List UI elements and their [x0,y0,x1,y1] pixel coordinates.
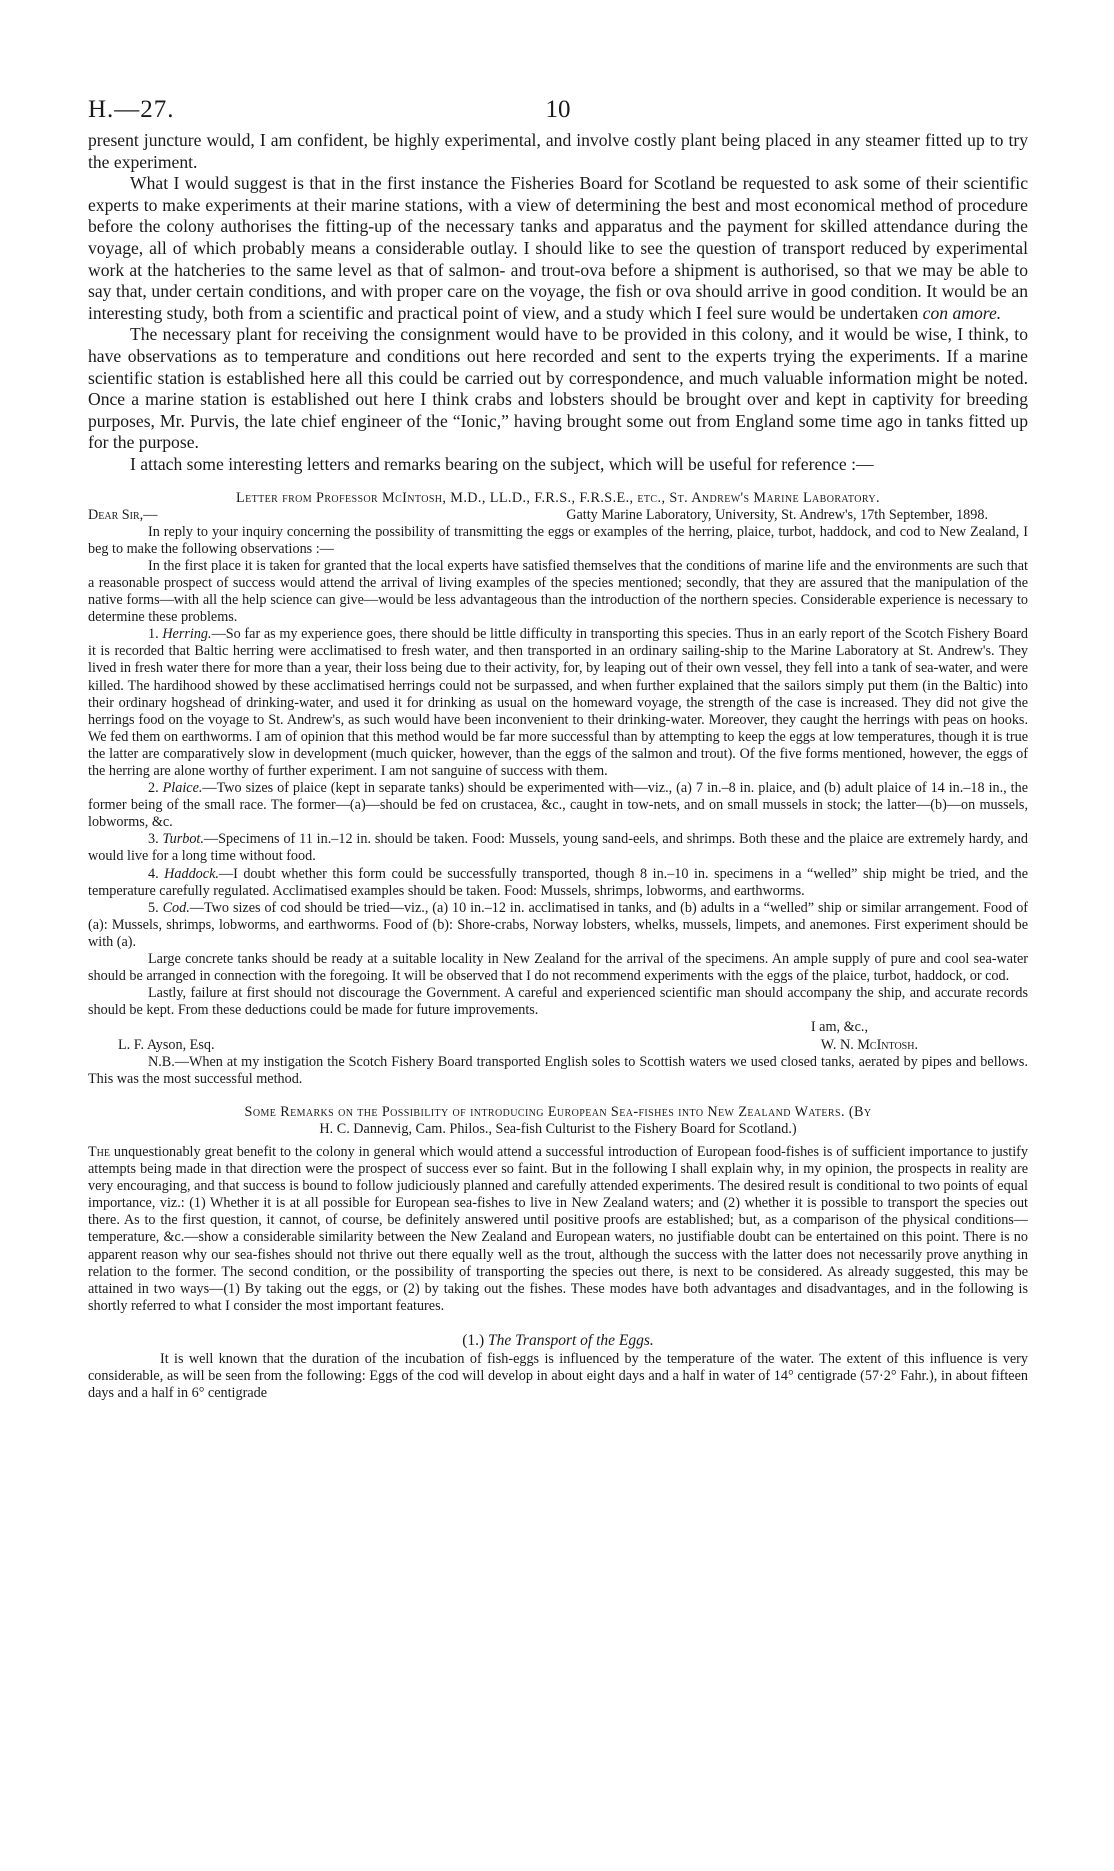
letter-signature: W. N. McIntosh. [820,1036,918,1053]
letter-closing: I am, &c., [810,1019,868,1036]
con-amore-italic: con amore. [922,302,1002,323]
letter-item-herring: 1. Herring.—So far as my experience goes, there should be little difficulty in transporting this species. Thus in an early report of the Scotch Fishery Board it is recorded that Baltic herring were acclimatised to fresh water, and then transported in an ordinary sailing-ship to the Marine Laboratory at St. Andrew's. They lived in fresh water there for more than a year, their loss being due to their activity, for, by leaping out of their own vessel, they fell into a tank of sea-water, and were killed. The hardihood showed by these acclimatised herrings could not be surpassed, and when further explained that the sailors simply put them (in the Baltic) into their ordinary hogshead of drinking-water, and used it for drinking as usual on the homeward voyage, the strength of the case is increased. They did not give the herrings food on the voyage to St. Andrew's, as such would have been inconvenient to their drinking-water. Moreover, they caught the herrings with peas on hooks. We fed them on earthworms. I am of opinion that this method would be far more successful than by attempting to keep the eggs at low temperatures, though it is true the latter are comparatively slow in development (much quicker, however, than the eggs of the salmon and trout). Of the five forms mentioned, however, the eggs of the herring are alone worthy of further experiment. I am not sanguine of success with them. [88,626,1028,779]
remarks-lead-word: The [88,1143,110,1160]
page-header [88,88,1028,130]
page-number: 10 [545,96,571,123]
intro-paragraph-4: I attach some interesting letters and remarks bearing on the subject, which will be useful for reference :— [130,453,874,474]
letter-item-turbot: 3. Turbot.—Specimens of 11 in.–12 in. should be taken. Food: Mussels, young sand-eels, and shrimps. Both these and the plaice are extremely hardy, and would live for a long time without food. [88,831,1028,865]
document-reference: H.—27. [88,96,175,123]
document-page [88,88,1028,1402]
letter-recipient: L. F. Ayson, Esq. [118,1036,215,1053]
letter-address-date: Gatty Marine Laboratory, University, St. Andrew's, 17th September, 1898. [566,506,988,523]
remarks-heading-line-2: H. C. Dannevig, Cam. Philos., Sea-fish Culturist to the Fishery Board for Scotland.) [319,1120,797,1137]
letter-opening: In reply to your inquiry concerning the possibility of transmitting the eggs or examples of the herring, plaice, turbot, haddock, and cod to New Zealand, I beg to make the following observations :— [88,523,1028,557]
letter-nb: N.B.—When at my instigation the Scotch Fishery Board transported English soles to Scottish waters we used closed tanks, aerated by pipes and bellows. This was the most successful method. [88,1053,1028,1087]
letter-signature-row [88,1037,1028,1054]
intro-paragraph-2: What I would suggest is that in the first instance the Fisheries Board for Scotland be requested to ask some of their scientific experts to make experiments at their marine stations, with a view of determining the best and most economical method of procedure before the colony authorises the fitting-up of the necessary tanks and apparatus and the payment for skilled attendance during the voyage, all of which probably means a considerable outlay. I should like to see the question of transport reduced by experimental work at the hatcheries to the same level as that of salmon- and trout-ova before a shipment is authorised, so that we may be able to say that, under certain conditions, and with proper care on the voyage, the fish or ova should arrive in good condition. It would be an interesting study, both from a scientific and practical point of view, and a study which I feel sure would be undertaken con amore. [88,173,1028,323]
eggs-section-paragraph: It is well known that the duration of the incubation of fish-eggs is influenced by the temperature of the water. The extent of this influence is very considerable, as will be seen from the following: Eggs of the cod will develop in about eight days and a half in water of 14° centigrade (57·2° Fahr.), in about fifteen days and a half in 6° centigrade [88,1350,1028,1402]
eggs-section-heading: (1.) The Transport of the Eggs. [462,1331,654,1349]
letter-tanks-paragraph: Large concrete tanks should be ready at a suitable locality in New Zealand for the arrival of the specimens. An ample supply of pure and cool sea-water should be arranged in connection with the foregoing. It will be observed that I do not recommend experiments with the eggs of the plaice, turbot, haddock, or cod. [88,951,1028,985]
letter-first-place: In the first place it is taken for granted that the local experts have satisfied themselves that the conditions of marine life and the environments are such that a reasonable prospect of success would attend the arrival of living examples of the species mentioned; secondly, that they are assured that the manipulation of the native forms—with all the help science can give—would be less advantageous than the introduction of the northern species. Considerable experience is necessary to determine these problems. [88,557,1028,626]
remarks-heading-line-1: Some Remarks on the Possibility of introducing European Sea-fishes into New Zealand Waters. (By [244,1103,872,1120]
remarks-paragraph: The unquestionably great benefit to the colony in general which would attend a successful introduction of European food-fishes is of sufficient importance to justify attempts being made in that direction were the prospect of success ever so faint. But in the following I shall explain why, in my opinion, the prospects in reality are very encouraging, and that success is bound to follow judiciously planned and carefully attended experiments. The desired result is conditional to two points of equal importance, viz.: (1) Whether it is at all possible for European sea-fishes to live in New Zealand waters; and (2) whether it is possible to transport the species out there. As to the first question, it cannot, of course, be definitely answered until positive proofs are established; but, as a comparison of the physical conditions—temperature, &c.—show a considerable similarity between the New Zealand and European waters, no justifiable doubt can be entertained on this point. There is no apparent reason why our sea-fishes should not thrive out there equally well as the trout, although the success with the latter does not necessarily prove anything in relation to the former. The second condition, or the possibility of transporting the species out there, is next to be considered. As already suggested, this may be attained in two ways—(1) By taking out the eggs, or (2) by taking out the fishes. These modes have both advantages and disadvantages, and in the following is shortly referred to what I consider the most important features. [88,1143,1028,1314]
letter-item-cod: 5. Cod.—Two sizes of cod should be tried—viz., (a) 10 in.–12 in. acclimatised in tanks, and (b) adults in a “welled” ship or similar arrangement. Food of (a): Mussels, shrimps, lobworms, and earthworms. Food of (b): Shore-crabs, Norway lobsters, whelks, mussels, limpets, and anemones. First experiment should be with (a). [88,899,1029,950]
letter-lastly-paragraph: Lastly, failure at first should not discourage the Government. A careful and experienced scientific man should accompany the ship, and accurate records should be kept. From these deductions could be made for future improvements. [88,985,1028,1019]
letter-salutation-row [88,507,1028,524]
letter-heading: Letter from Professor McIntosh, M.D., LL.D., F.R.S., F.R.S.E., etc., St. Andrew's Marine Laboratory. [236,489,880,506]
letter-closing-row [88,1019,1028,1036]
intro-paragraph-3: The necessary plant for receiving the consignment would have to be provided in this colony, and it would be wise, I think, to have observations as to temperature and conditions out here recorded and sent to the experts trying the experiments. If a marine scientific station is established here all this could be carried out by correspondence, and much valuable information might be noted. Once a marine station is established out here I think crabs and lobsters should be brought over and kept in captivity for breeding purposes, Mr. Purvis, the late chief engineer of the “Ionic,” having brought some out from England some time ago in tanks fitted up for the purpose. [88,324,1028,453]
letter-item-plaice: 2. Plaice.—Two sizes of plaice (kept in separate tanks) should be experimented with—viz., (a) 7 in.–8 in. plaice, and (b) adult plaice of 14 in.–18 in., the former being of the small race. The former—(a)—should be fed on crustacea, &c., caught in tow-nets, and on small mussels in stock; the latter—(b)—on mussels, lobworms, &c. [88,780,1029,831]
letter-salutation: Dear Sir,— [88,506,158,523]
letter-item-haddock: 4. Haddock.—I doubt whether this form could be successfully transported, though 8 in.–10 in. specimens in a “welled” ship might be tried, and the temperature carefully regulated. Acclimatised examples should be taken. Food: Mussels, shrimps, lobworms, and earthworms. [88,865,1028,899]
intro-paragraph-1: present juncture would, I am confident, be highly experimental, and involve costly plant being placed in any steamer fitted up to try the experiment. [88,130,1028,172]
